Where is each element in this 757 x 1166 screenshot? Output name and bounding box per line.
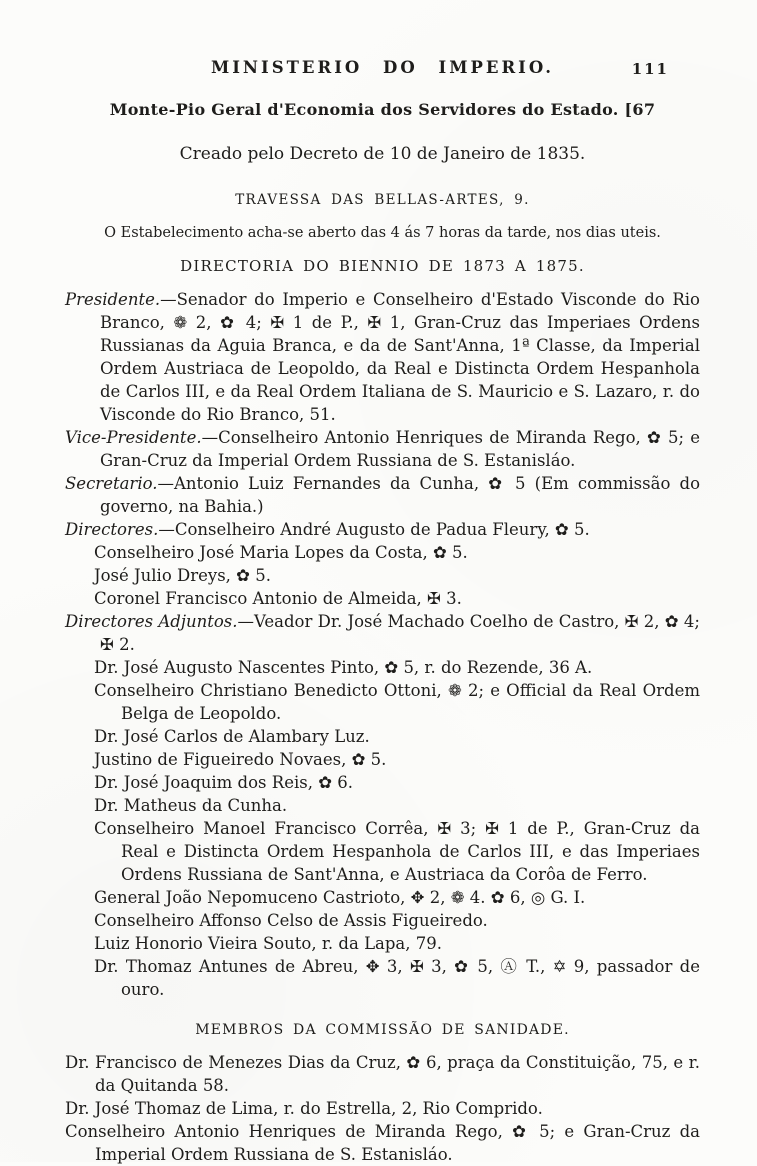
directory-member	[65, 541, 700, 564]
directory-member	[65, 955, 700, 1001]
entry-text: —Veador Dr. José Machado Coelho de Castro, ✠ 2, ✿ 4; ✠ 2.	[100, 612, 700, 654]
directory-member	[65, 679, 700, 725]
entry-label: Secretario.	[65, 474, 158, 493]
entry-text: Luiz Honorio Vieira Souto, r. da Lapa, 79.	[94, 934, 442, 953]
entry-text: José Julio Dreys, ✿ 5.	[94, 566, 271, 585]
directory-member	[65, 932, 700, 955]
directory-list	[65, 288, 700, 1001]
entry-text: —Senador do Imperio e Conselheiro d'Estado Visconde do Rio Branco, ❁ 2, ✿ 4; ✠ 1 de P., ✠ 1, Gran-Cruz das Imperiaes Ordens Russianas da Aguia Branca, e da de Sant'Anna, 1ª Classe, da Imperial Ordem Austriaca de Leopoldo, da Real e Distincta Ordem Hespanhola de Carlos III, e da Real Ordem Italiana de S. Mauricio e S. Lazaro, r. do Visconde do Rio Branco, 51.	[100, 290, 700, 424]
entry-text: Dr. José Augusto Nascentes Pinto, ✿ 5, r. do Rezende, 36 A.	[94, 658, 593, 677]
entry-text: Justino de Figueiredo Novaes, ✿ 5.	[94, 750, 387, 769]
address-line: TRAVESSA DAS BELLAS-ARTES, 9.	[235, 192, 530, 208]
entry-text: —Antonio Luiz Fernandes da Cunha, ✿ 5 (Em commissão do governo, na Bahia.)	[100, 474, 700, 516]
directory-member	[65, 794, 700, 817]
directory-member	[65, 909, 700, 932]
entry-text: Conselheiro José Maria Lopes da Costa, ✿ 5.	[94, 543, 468, 562]
entry-label: Presidente.	[65, 290, 161, 309]
entry-text: Coronel Francisco Antonio de Almeida, ✠ 3.	[94, 589, 462, 608]
directory-entry-directores-adjuntos	[65, 610, 700, 656]
directory-entry-directores	[65, 518, 700, 541]
entry-label: Directores Adjuntos.	[65, 612, 238, 631]
sanidade-entry	[65, 1120, 700, 1166]
opening-hours-line: O Estabelecimento acha-se aberto das 4 ás 7 horas da tarde, nos dias uteis.	[104, 225, 661, 241]
entry-text: Dr. Matheus da Cunha.	[94, 796, 288, 815]
sanidade-entry	[65, 1097, 700, 1120]
directory-member	[65, 886, 700, 909]
entry-text: —Conselheiro Antonio Henriques de Miranda Rego, ✿ 5; e Gran-Cruz da Imperial Ordem Russiana de S. Estanisláo.	[100, 428, 700, 470]
entry-text: Dr. Thomaz Antunes de Abreu, ✥ 3, ✠ 3, ✿ 5, Ⓐ T., ✡ 9, passador de ouro.	[94, 957, 700, 999]
directory-member	[65, 587, 700, 610]
directory-entry-secretario	[65, 472, 700, 518]
sanidade-heading: MEMBROS DA COMMISSÃO DE SANIDADE.	[195, 1022, 570, 1038]
entry-text: Conselheiro Manoel Francisco Corrêa, ✠ 3; ✠ 1 de P., Gran-Cruz da Real e Distincta Ordem Hespanhola de Carlos III, e das Imperiaes Ordens Russiana de Sant'Anna, e Austriaca da Corôa de Ferro.	[94, 819, 700, 884]
sanidade-list	[65, 1051, 700, 1166]
entry-text: Dr. José Joaquim dos Reis, ✿ 6.	[94, 773, 354, 792]
directory-entry-presidente	[65, 288, 700, 426]
page-number: 111	[631, 60, 669, 78]
entry-text: Dr. Francisco de Menezes Dias da Cruz, ✿ 6, praça da Constituição, 75, e r. da Quitanda 58.	[65, 1053, 700, 1095]
entry-text: General João Nepomuceno Castrioto, ✥ 2, ❁ 4. ✿ 6, ◎ G. I.	[94, 888, 586, 907]
entry-text: Dr. José Carlos de Alambary Luz.	[94, 727, 370, 746]
directory-member	[65, 725, 700, 748]
institution-title: Monte-Pio Geral d'Economia dos Servidores do Estado. [67	[109, 100, 656, 119]
directory-heading: DIRECTORIA DO BIENNIO DE 1873 A 1875.	[180, 257, 585, 275]
directory-member	[65, 771, 700, 794]
entry-label: Directores.	[65, 520, 159, 539]
directory-member	[65, 817, 700, 886]
sanidade-entry	[65, 1051, 700, 1097]
entry-text: Dr. José Thomaz de Lima, r. do Estrella, 2, Rio Comprido.	[65, 1099, 543, 1118]
directory-member	[65, 748, 700, 771]
entry-text: Conselheiro Affonso Celso de Assis Figueiredo.	[94, 911, 488, 930]
entry-text: Conselheiro Antonio Henriques de Miranda Rego, ✿ 5; e Gran-Cruz da Imperial Ordem Russiana de S. Estanisláo.	[65, 1122, 700, 1164]
ministry-title: MINISTERIO DO IMPERIO.	[210, 58, 555, 77]
directory-member	[65, 564, 700, 587]
entry-label: Vice-Presidente.	[65, 428, 202, 447]
entry-text: Conselheiro Christiano Benedicto Ottoni, ❁ 2; e Official da Real Ordem Belga de Leopoldo.	[94, 681, 700, 723]
directory-entry-vice-presidente	[65, 426, 700, 472]
decree-line: Creado pelo Decreto de 10 de Janeiro de 1835.	[179, 144, 586, 164]
directory-member	[65, 656, 700, 679]
entry-text: —Conselheiro André Augusto de Padua Fleury, ✿ 5.	[158, 520, 590, 539]
